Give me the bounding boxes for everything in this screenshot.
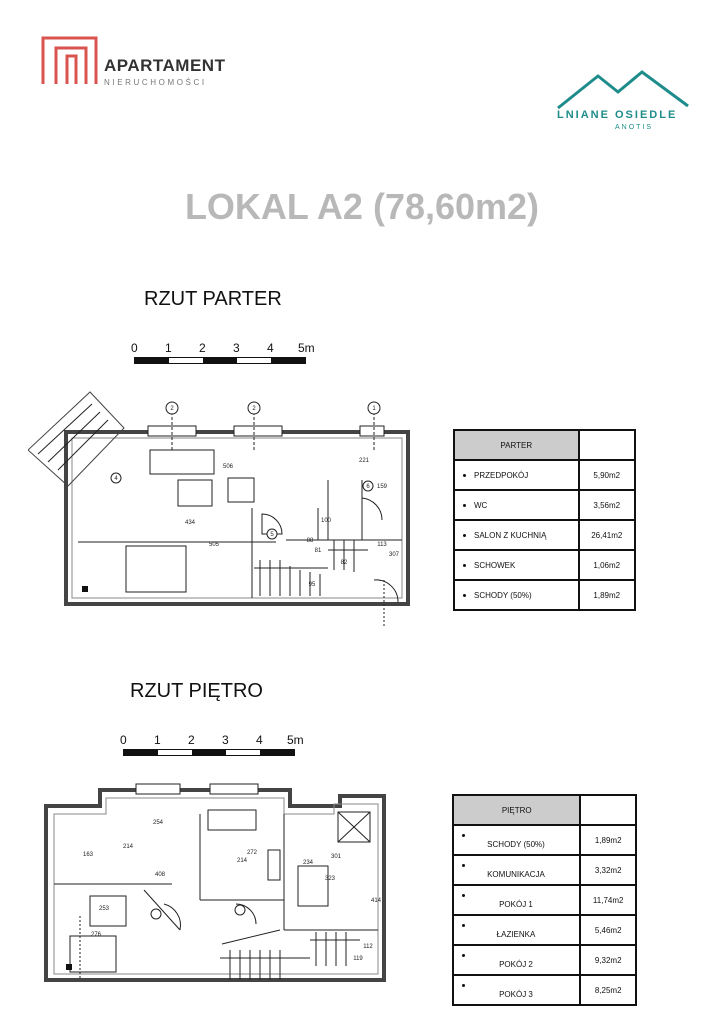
- upper-floor-heading: RZUT PIĘTRO: [130, 680, 263, 702]
- scale-label: 2: [188, 733, 195, 747]
- table-row: POKÓJ 1 11,74m2: [453, 885, 636, 915]
- page-title: LOKAL A2 (78,60m2): [184, 186, 540, 227]
- table-row: KOMUNIKACJA 3,32m2: [453, 855, 636, 885]
- svg-text:113: 113: [377, 542, 387, 548]
- upper-floor-plan: [40, 780, 390, 986]
- scale-label: 1: [154, 733, 161, 747]
- svg-text:307: 307: [388, 552, 400, 558]
- table-row: ŁAZIENKA 5,46m2: [453, 915, 636, 945]
- svg-text:82: 82: [340, 560, 348, 566]
- brand-name: APARTAMENT: [104, 56, 226, 75]
- scale-label: 4: [256, 733, 263, 747]
- svg-text:100: 100: [320, 518, 332, 524]
- svg-text:95: 95: [308, 582, 316, 588]
- scale-label: 5m: [298, 341, 315, 355]
- svg-text:159: 159: [376, 484, 388, 490]
- table-row: SCHODY (50%) 1,89m2: [454, 580, 635, 610]
- scale-label: 2: [199, 341, 206, 355]
- svg-text:163: 163: [82, 852, 94, 858]
- svg-text:434: 434: [184, 520, 196, 526]
- svg-text:6: 6: [366, 484, 370, 490]
- scale-label: 0: [120, 733, 127, 747]
- svg-text:234: 234: [302, 860, 314, 866]
- svg-text:214: 214: [236, 858, 248, 864]
- ground-floor-heading: RZUT PARTER: [144, 288, 282, 310]
- svg-text:119: 119: [353, 956, 363, 962]
- svg-text:81: 81: [314, 548, 322, 554]
- scale-label: 3: [233, 341, 240, 355]
- svg-text:2: 2: [170, 406, 174, 412]
- svg-text:301: 301: [330, 854, 342, 860]
- scale-label: 0: [131, 341, 138, 355]
- scale-label: 1: [165, 341, 172, 355]
- svg-text:253: 253: [98, 906, 110, 912]
- ground-floor-plan: [28, 390, 418, 630]
- svg-text:254: 254: [152, 820, 164, 826]
- svg-text:5: 5: [270, 532, 274, 538]
- scale-bar: [123, 749, 295, 756]
- svg-text:272: 272: [246, 850, 258, 856]
- scale-bar: [134, 357, 306, 364]
- scale-label: 4: [267, 341, 274, 355]
- table-row: POKÓJ 3 8,25m2: [453, 975, 636, 1005]
- ground-area-table: [453, 429, 636, 611]
- svg-text:2: 2: [252, 406, 256, 412]
- svg-text:408: 408: [154, 872, 166, 878]
- svg-text:1: 1: [372, 406, 376, 412]
- svg-text:112: 112: [363, 944, 373, 950]
- svg-text:4: 4: [114, 476, 118, 482]
- svg-text:505: 505: [208, 542, 220, 548]
- svg-text:414: 414: [370, 898, 382, 904]
- brand-right-subtitle: ANOTIS: [615, 124, 654, 131]
- brand-subtitle: NIERUCHOMOŚCI: [104, 78, 207, 87]
- apartament-logo-icon: [40, 34, 100, 86]
- upper-area-table: [452, 794, 637, 1006]
- scale-label: 5m: [287, 733, 304, 747]
- scale-label: 3: [222, 733, 229, 747]
- svg-text:506: 506: [222, 464, 234, 470]
- table-row: WC 3,56m2: [454, 490, 635, 520]
- house-roof-logo-icon: [556, 70, 690, 110]
- svg-text:214: 214: [122, 844, 134, 850]
- svg-text:323: 323: [324, 876, 336, 882]
- table-row: SCHODY (50%) 1,89m2: [453, 825, 636, 855]
- table-header: PIĘTRO: [453, 795, 580, 825]
- table-header: PARTER: [454, 430, 579, 460]
- table-row: SCHOWEK 1,06m2: [454, 550, 635, 580]
- table-row: POKÓJ 2 9,32m2: [453, 945, 636, 975]
- table-row: PRZEDPOKÓJ 5,90m2: [454, 460, 635, 490]
- table-row: SALON Z KUCHNIĄ 26,41m2: [454, 520, 635, 550]
- svg-text:221: 221: [358, 458, 370, 464]
- svg-text:276: 276: [90, 932, 102, 938]
- brand-right-name: LNIANE OSIEDLE: [557, 109, 678, 121]
- svg-text:88: 88: [306, 538, 314, 544]
